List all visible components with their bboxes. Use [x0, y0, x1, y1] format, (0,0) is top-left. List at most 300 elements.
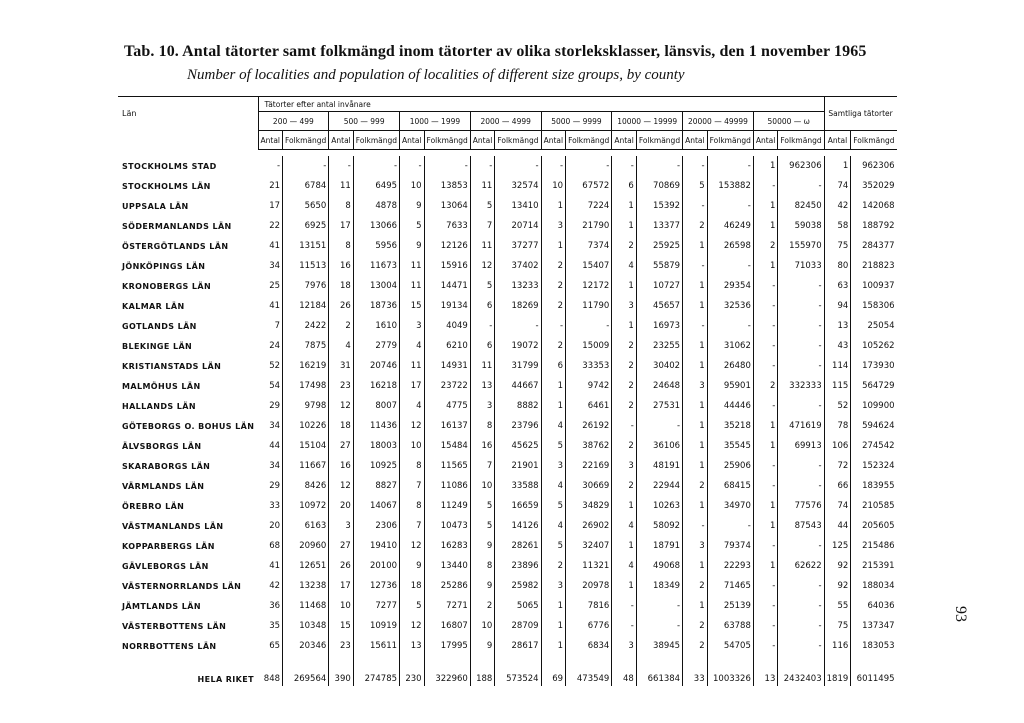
antal-cell: 35 [258, 616, 283, 636]
table-row [118, 436, 897, 456]
folkmangd-cell: 1003326 [707, 656, 753, 686]
antal-cell: 36 [258, 596, 283, 616]
folkmangd-cell: 54705 [707, 636, 753, 656]
folkmangd-cell: 33353 [566, 356, 612, 376]
antal-cell: 4 [400, 336, 425, 356]
folkmangd-cell: 38762 [566, 436, 612, 456]
antal-cell: - [258, 156, 283, 176]
folkmangd-cell: 11249 [424, 496, 470, 516]
antal-cell: 3 [683, 376, 708, 396]
antal-cell: 75 [824, 236, 851, 256]
folkmangd-cell: 6776 [566, 616, 612, 636]
folkmangd-cell: - [424, 156, 470, 176]
folkmangd-cell: 71465 [707, 576, 753, 596]
antal-cell: 4 [612, 256, 637, 276]
antal-cell: - [612, 416, 637, 436]
folkmangd-cell: 20346 [283, 636, 329, 656]
folkmangd-cell: 25925 [636, 236, 682, 256]
folkmangd-cell: 26192 [566, 416, 612, 436]
county-name: UPPSALA LÄN [122, 201, 189, 211]
antal-cell: 1 [541, 596, 566, 616]
antal-cell: 1 [612, 216, 637, 236]
table-row [118, 476, 897, 496]
folkmangd-cell: 564729 [862, 381, 895, 391]
antal-cell: - [541, 156, 566, 176]
antal-cell: 5 [541, 536, 566, 556]
antal-cell: 2 [612, 396, 637, 416]
folkmangd-cell: 2432403 [778, 656, 824, 686]
folkmangd-cell: - [778, 456, 824, 476]
folkmangd-cell: 30669 [566, 476, 612, 496]
folkmangd-cell: 18349 [636, 576, 682, 596]
folkmangd-cell: 17995 [424, 636, 470, 656]
antal-cell: 4 [541, 516, 566, 536]
antal-cell: 1 [541, 376, 566, 396]
antal-cell: 7 [258, 316, 283, 336]
county-name: NORRBOTTENS LÄN [122, 641, 217, 651]
antal-cell: 3 [612, 456, 637, 476]
antal-cell: 44 [258, 436, 283, 456]
antal-cell: 29 [258, 476, 283, 496]
folkmangd-cell: - [778, 536, 824, 556]
antal-cell: 41 [258, 556, 283, 576]
folkmangd-cell: 21901 [495, 456, 541, 476]
folkmangd-cell: - [283, 156, 329, 176]
antal-cell: 1 [753, 196, 778, 216]
folkmangd-cell: 23255 [636, 336, 682, 356]
table-row [118, 236, 897, 256]
antal-cell: 1 [612, 536, 637, 556]
table-subtitle: Number of localities and population of localities of different size groups, by county [187, 67, 685, 83]
folkmangd-cell: 15009 [566, 336, 612, 356]
antal-cell: - [753, 476, 778, 496]
antal-cell: 2 [612, 236, 637, 256]
folkmangd-cell: 59038 [778, 216, 824, 236]
county-name: ÄLVSBORGS LÄN [122, 441, 202, 451]
folkmangd-cell: 11436 [353, 416, 399, 436]
folkmangd-cell: - [495, 156, 541, 176]
folkmangd-cell: 25286 [424, 576, 470, 596]
antal-cell: 12 [470, 256, 495, 276]
antal-cell: 10 [400, 176, 425, 196]
header-range-7: 50000 — ω [753, 112, 824, 131]
folkmangd-cell: - [707, 316, 753, 336]
antal-cell: 80 [824, 256, 851, 276]
folkmangd-cell: - [636, 416, 682, 436]
antal-cell: 2 [470, 596, 495, 616]
antal-cell: 114 [824, 356, 851, 376]
antal-cell: 68 [258, 536, 283, 556]
header-folkmangd: Folkmängd [353, 131, 399, 150]
folkmangd-cell: 9742 [566, 376, 612, 396]
folkmangd-cell: 13410 [495, 196, 541, 216]
folkmangd-cell: 137347 [862, 621, 895, 631]
folkmangd-cell: 4049 [424, 316, 470, 336]
antal-cell: 11 [400, 256, 425, 276]
folkmangd-cell: 25139 [707, 596, 753, 616]
folkmangd-cell: 13853 [424, 176, 470, 196]
antal-cell: - [753, 616, 778, 636]
antal-cell: 11 [400, 356, 425, 376]
county-name: GÄVLEBORGS LÄN [122, 561, 209, 571]
folkmangd-cell: 31062 [707, 336, 753, 356]
antal-cell: - [753, 396, 778, 416]
antal-cell: 48 [612, 656, 637, 686]
folkmangd-cell: 46249 [707, 216, 753, 236]
folkmangd-cell: 36106 [636, 436, 682, 456]
antal-cell: 6 [470, 296, 495, 316]
folkmangd-cell: 962306 [862, 161, 895, 171]
folkmangd-cell: 18791 [636, 536, 682, 556]
folkmangd-cell: 32407 [566, 536, 612, 556]
folkmangd-cell: 573524 [495, 656, 541, 686]
folkmangd-cell: 8426 [283, 476, 329, 496]
header-antal: Antal [824, 131, 851, 150]
folkmangd-cell: 6784 [283, 176, 329, 196]
folkmangd-cell: 37277 [495, 236, 541, 256]
folkmangd-cell: 15611 [353, 636, 399, 656]
folkmangd-cell: 15916 [424, 256, 470, 276]
folkmangd-cell: 58092 [636, 516, 682, 536]
antal-cell: - [612, 616, 637, 636]
county-name: VÄRMLANDS LÄN [122, 481, 205, 491]
folkmangd-cell: 27531 [636, 396, 682, 416]
folkmangd-cell: 12651 [283, 556, 329, 576]
folkmangd-cell: 6834 [566, 636, 612, 656]
header-folkmangd: Folkmängd [566, 131, 612, 150]
folkmangd-cell: - [707, 256, 753, 276]
folkmangd-cell: 19410 [353, 536, 399, 556]
antal-cell: - [683, 516, 708, 536]
folkmangd-cell: 10727 [636, 276, 682, 296]
antal-cell: - [329, 156, 354, 176]
folkmangd-cell: 28617 [495, 636, 541, 656]
antal-cell: 1 [541, 396, 566, 416]
antal-cell: 74 [824, 496, 851, 516]
antal-cell: - [753, 336, 778, 356]
table-row [118, 336, 897, 356]
antal-cell: 3 [470, 396, 495, 416]
folkmangd-cell: 15392 [636, 196, 682, 216]
antal-cell: 5 [470, 496, 495, 516]
folkmangd-cell: 7875 [283, 336, 329, 356]
county-name: STOCKHOLMS LÄN [122, 181, 211, 191]
folkmangd-cell: 25054 [867, 321, 895, 331]
folkmangd-cell: 6925 [283, 216, 329, 236]
antal-cell: 10 [470, 476, 495, 496]
county-name: JÖNKÖPINGS LÄN [122, 261, 206, 271]
antal-cell: 848 [258, 656, 283, 686]
folkmangd-cell: 4775 [424, 396, 470, 416]
antal-cell: 2 [612, 376, 637, 396]
folkmangd-cell: 153882 [707, 176, 753, 196]
folkmangd-cell: 8882 [495, 396, 541, 416]
antal-cell: 72 [824, 456, 851, 476]
folkmangd-cell: 11468 [283, 596, 329, 616]
antal-cell: 20 [258, 516, 283, 536]
antal-cell: 23 [329, 376, 354, 396]
antal-cell: 12 [329, 476, 354, 496]
folkmangd-cell: 18736 [353, 296, 399, 316]
folkmangd-cell: 6163 [283, 516, 329, 536]
table-row [118, 216, 897, 236]
antal-cell: 125 [824, 536, 851, 556]
folkmangd-cell: - [495, 316, 541, 336]
folkmangd-cell: 2779 [353, 336, 399, 356]
folkmangd-cell: 155970 [778, 236, 824, 256]
antal-cell: 7 [400, 476, 425, 496]
antal-cell: 8 [470, 416, 495, 436]
folkmangd-cell: 16137 [424, 416, 470, 436]
folkmangd-cell: 11673 [353, 256, 399, 276]
folkmangd-cell: 18269 [495, 296, 541, 316]
folkmangd-cell: 13233 [495, 276, 541, 296]
antal-cell: 1 [753, 516, 778, 536]
folkmangd-cell: 20960 [283, 536, 329, 556]
antal-cell: 24 [258, 336, 283, 356]
antal-cell: - [400, 156, 425, 176]
county-name: SKARABORGS LÄN [122, 461, 211, 471]
folkmangd-cell: 10263 [636, 496, 682, 516]
antal-cell: 1 [683, 276, 708, 296]
folkmangd-cell: 12736 [353, 576, 399, 596]
total-row [118, 656, 897, 686]
header-antal: Antal [612, 131, 637, 150]
antal-cell: 3 [400, 316, 425, 336]
antal-cell: 10 [400, 436, 425, 456]
folkmangd-cell: 29354 [707, 276, 753, 296]
antal-cell: - [753, 356, 778, 376]
antal-cell: 52 [824, 396, 851, 416]
antal-cell: 44 [824, 516, 851, 536]
folkmangd-cell: 15407 [566, 256, 612, 276]
antal-cell: 1819 [824, 656, 851, 686]
antal-cell: 18 [329, 416, 354, 436]
folkmangd-cell: 471619 [778, 416, 824, 436]
folkmangd-cell: 183053 [862, 641, 895, 651]
header-antal: Antal [400, 131, 425, 150]
antal-cell: 1 [683, 356, 708, 376]
table-row [118, 596, 897, 616]
antal-cell: - [753, 536, 778, 556]
antal-cell: 15 [400, 296, 425, 316]
table-row [118, 556, 897, 576]
folkmangd-cell: 105262 [862, 341, 895, 351]
antal-cell: 1 [683, 236, 708, 256]
antal-cell: 8 [329, 196, 354, 216]
folkmangd-cell: 10919 [353, 616, 399, 636]
antal-cell: 1 [683, 416, 708, 436]
folkmangd-cell: 473549 [566, 656, 612, 686]
antal-cell: 15 [329, 616, 354, 636]
antal-cell: - [753, 576, 778, 596]
folkmangd-cell: 22293 [707, 556, 753, 576]
antal-cell: 1 [683, 336, 708, 356]
antal-cell: 7 [470, 216, 495, 236]
folkmangd-cell: 7374 [566, 236, 612, 256]
folkmangd-cell: 49068 [636, 556, 682, 576]
table-row [118, 276, 897, 296]
antal-cell: 106 [824, 436, 851, 456]
header-range-3: 2000 — 4999 [470, 112, 541, 131]
antal-cell: 16 [470, 436, 495, 456]
antal-cell: 2 [612, 476, 637, 496]
folkmangd-cell: - [636, 616, 682, 636]
header-folkmangd: Folkmängd [707, 131, 753, 150]
antal-cell: 5 [541, 496, 566, 516]
antal-cell: 21 [258, 176, 283, 196]
antal-cell: - [683, 156, 708, 176]
folkmangd-cell: 77576 [778, 496, 824, 516]
folkmangd-cell: 19134 [424, 296, 470, 316]
page-number: 93 [952, 606, 969, 622]
folkmangd-cell: 64036 [867, 601, 895, 611]
header-antal: Antal [683, 131, 708, 150]
table-row [118, 196, 897, 216]
antal-cell: 5 [470, 516, 495, 536]
folkmangd-cell: 284377 [862, 241, 895, 251]
folkmangd-cell: 215486 [862, 541, 895, 551]
table-row [118, 376, 897, 396]
table-row [118, 296, 897, 316]
header-row [118, 97, 897, 112]
table-row [118, 636, 897, 656]
antal-cell: 34 [258, 456, 283, 476]
folkmangd-cell: 16283 [424, 536, 470, 556]
folkmangd-cell: 11565 [424, 456, 470, 476]
county-name: GOTLANDS LÄN [122, 321, 197, 331]
folkmangd-cell: 20714 [495, 216, 541, 236]
folkmangd-cell: 10972 [283, 496, 329, 516]
folkmangd-cell: 7224 [566, 196, 612, 216]
antal-cell: 2 [683, 476, 708, 496]
antal-cell: 6 [541, 356, 566, 376]
folkmangd-cell: - [778, 476, 824, 496]
antal-cell: 13 [753, 656, 778, 686]
antal-cell: - [470, 156, 495, 176]
folkmangd-cell: 6461 [566, 396, 612, 416]
folkmangd-cell: 11790 [566, 296, 612, 316]
antal-cell: 20 [329, 496, 354, 516]
antal-cell: 12 [400, 416, 425, 436]
table-row [118, 156, 897, 176]
antal-cell: 4 [329, 336, 354, 356]
folkmangd-cell: 7976 [283, 276, 329, 296]
folkmangd-cell: - [707, 196, 753, 216]
antal-cell: 8 [400, 456, 425, 476]
folkmangd-cell: 8007 [353, 396, 399, 416]
antal-cell: 11 [400, 276, 425, 296]
folkmangd-cell: 28261 [495, 536, 541, 556]
antal-cell: 10 [541, 176, 566, 196]
folkmangd-cell: 20100 [353, 556, 399, 576]
table-row [118, 416, 897, 436]
folkmangd-cell: 37402 [495, 256, 541, 276]
header-folkmangd: Folkmängd [424, 131, 470, 150]
antal-cell: 42 [258, 576, 283, 596]
folkmangd-cell: 45625 [495, 436, 541, 456]
county-name: STOCKHOLMS STAD [122, 161, 217, 171]
antal-cell: 92 [824, 556, 851, 576]
county-name: VÄSTERNORRLANDS LÄN [122, 581, 242, 591]
antal-cell: 5 [470, 276, 495, 296]
antal-cell: - [753, 176, 778, 196]
folkmangd-cell: 25906 [707, 456, 753, 476]
antal-cell: 54 [258, 376, 283, 396]
folkmangd-cell: 14471 [424, 276, 470, 296]
antal-cell: 2 [612, 356, 637, 376]
antal-cell: 6 [470, 336, 495, 356]
folkmangd-cell: 215391 [862, 561, 895, 571]
header-lan: Län [118, 97, 258, 150]
antal-cell: 34 [258, 416, 283, 436]
folkmangd-cell: 16973 [636, 316, 682, 336]
folkmangd-cell: 7277 [353, 596, 399, 616]
folkmangd-cell: 13004 [353, 276, 399, 296]
table-row [118, 576, 897, 596]
folkmangd-cell: - [778, 176, 824, 196]
antal-cell: 13 [400, 636, 425, 656]
folkmangd-cell: 10473 [424, 516, 470, 536]
county-name: KRONOBERGS LÄN [122, 281, 212, 291]
folkmangd-cell: 15484 [424, 436, 470, 456]
folkmangd-cell: 67572 [566, 176, 612, 196]
folkmangd-cell: 13440 [424, 556, 470, 576]
antal-cell: - [753, 316, 778, 336]
folkmangd-cell: 173930 [862, 361, 895, 371]
folkmangd-cell: 34829 [566, 496, 612, 516]
folkmangd-cell: 183955 [862, 481, 895, 491]
antal-cell: 9 [400, 556, 425, 576]
antal-cell: 11 [470, 356, 495, 376]
folkmangd-cell: - [778, 316, 824, 336]
antal-cell: 2 [541, 556, 566, 576]
folkmangd-cell: 142068 [862, 201, 895, 211]
folkmangd-cell: 12184 [283, 296, 329, 316]
folkmangd-cell: - [707, 156, 753, 176]
folkmangd-cell: 62622 [778, 556, 824, 576]
antal-cell: 9 [470, 576, 495, 596]
antal-cell: - [612, 596, 637, 616]
folkmangd-cell: 8827 [353, 476, 399, 496]
folkmangd-cell: 11321 [566, 556, 612, 576]
folkmangd-cell: 20746 [353, 356, 399, 376]
table-row [118, 536, 897, 556]
folkmangd-cell: 25982 [495, 576, 541, 596]
folkmangd-cell: 28709 [495, 616, 541, 636]
folkmangd-cell: 14931 [424, 356, 470, 376]
folkmangd-cell: 26902 [566, 516, 612, 536]
antal-cell: 42 [824, 196, 851, 216]
antal-cell: 18 [400, 576, 425, 596]
antal-cell: 7 [400, 516, 425, 536]
folkmangd-cell: 274542 [862, 441, 895, 451]
antal-cell: 230 [400, 656, 425, 686]
header-range-1: 500 — 999 [329, 112, 400, 131]
antal-cell: 65 [258, 636, 283, 656]
antal-cell: 3 [541, 216, 566, 236]
header-antal: Antal [753, 131, 778, 150]
antal-cell: 26 [329, 296, 354, 316]
antal-cell: 33 [683, 656, 708, 686]
antal-cell: 2 [329, 316, 354, 336]
antal-cell: 5 [400, 596, 425, 616]
antal-cell: 5 [541, 436, 566, 456]
table-title: Tab. 10. Antal tätorter samt folkmängd inom tätorter av olika storleksklasser, länsvis, den 1 november 1965 [124, 43, 867, 60]
folkmangd-cell: 6210 [424, 336, 470, 356]
folkmangd-cell: 188034 [862, 581, 895, 591]
antal-cell: 2 [541, 276, 566, 296]
